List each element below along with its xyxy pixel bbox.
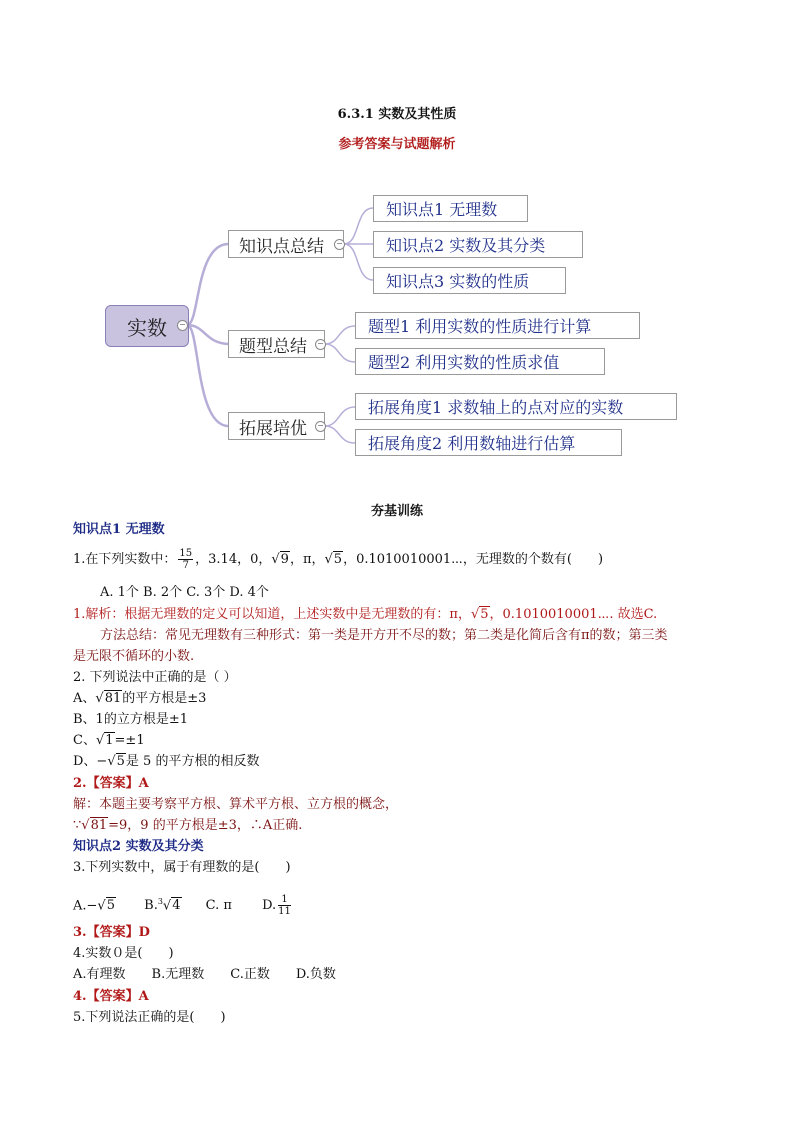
page-title: 6.3.1 实数及其性质: [337, 107, 457, 122]
question-4-options: A.有理数 B.无理数 C.正数 D.负数: [73, 967, 336, 982]
question-2-option-a: A、√81的平方根是±3: [73, 691, 207, 706]
question-4: 4.实数０是( ): [73, 946, 174, 961]
question-2-option-c: C、√1=±1: [73, 733, 145, 748]
method-summary-line-2: 是无限不循环的小数.: [73, 649, 195, 664]
question-2-option-b: B、1的立方根是±1: [73, 712, 188, 727]
knowledge-point-1-heading: 知识点1 无理数: [73, 522, 165, 537]
branch-knowledge-summary[interactable]: 知识点总结: [228, 230, 344, 258]
connector-b3-l2: [325, 426, 355, 443]
mind-map: [0, 180, 794, 470]
answer-2-explanation-1: 解：本题主要考察平方根、算术平方根、立方根的概念，: [73, 797, 399, 812]
branch-extension[interactable]: 拓展培优: [228, 412, 325, 440]
branch-question-types[interactable]: 题型总结: [228, 330, 325, 358]
answer-1: 1.解析：根据无理数的定义可以知道，上述实数中是无理数的有：π，√5，0.1010010001⋯. 故选C.: [73, 607, 658, 622]
section-title: 夯基训练: [370, 504, 423, 519]
collapse-icon[interactable]: −: [334, 239, 345, 250]
question-3-options: A.−√5 B.$^3$√4 C. π D. $\frac{1}{11}$: [73, 894, 291, 918]
leaf-knowledge-3[interactable]: 知识点3 实数的性质: [373, 267, 566, 294]
connector-b2-l2: [325, 344, 355, 362]
knowledge-point-2-heading: 知识点2 实数及其分类: [73, 839, 204, 854]
answer-2-explanation-2: ∵√81=9，9 的平方根是±3，∴A正确.: [73, 818, 303, 833]
question-1: 1.在下列实数中： $\frac{15}{7}$ ，3.14，0，√9，π，√5，0.1010010001⋯，无理数的个数有( ): [73, 548, 604, 571]
connector-b1-l3: [344, 244, 373, 280]
answer-3: 3.【答案】D: [73, 925, 150, 940]
leaf-type-2[interactable]: 题型2 利用实数的性质求值: [355, 348, 605, 375]
method-summary-line-1: 方法总结：常见无理数有三种形式：第一类是开方开不尽的数；第二类是化简后含有π的数；第三类: [100, 628, 668, 643]
question-5: 5.下列说法正确的是( ): [73, 1010, 226, 1025]
question-2-option-d: D、−√5是 5 的平方根的相反数: [73, 754, 260, 769]
leaf-knowledge-2[interactable]: 知识点2 实数及其分类: [373, 231, 583, 258]
connector-root-branch3: [187, 325, 228, 426]
fraction: $\frac{15}{7}$: [179, 548, 193, 571]
fraction: $\frac{1}{11}$: [278, 894, 291, 918]
answer-4: 4.【答案】A: [73, 989, 149, 1004]
leaf-knowledge-1[interactable]: 知识点1 无理数: [373, 195, 528, 222]
leaf-extension-1[interactable]: 拓展角度1 求数轴上的点对应的实数: [355, 393, 677, 420]
collapse-icon[interactable]: −: [315, 421, 326, 432]
question-1-options: A. 1个 B. 2个 C. 3个 D. 4个: [100, 585, 269, 600]
question-3: 3.下列实数中，属于有理数的是( ): [73, 860, 291, 875]
connector-root-branch1: [187, 244, 228, 325]
leaf-extension-2[interactable]: 拓展角度2 利用数轴进行估算: [355, 429, 622, 456]
mindmap-root-node[interactable]: 实数: [105, 305, 189, 347]
connector-b2-l1: [325, 326, 355, 344]
collapse-icon[interactable]: −: [315, 339, 326, 350]
connector-b1-l1: [344, 208, 373, 244]
answer-2: 2.【答案】A: [73, 776, 149, 791]
question-2: 2. 下列说法中正确的是（ ）: [73, 670, 237, 685]
leaf-type-1[interactable]: 题型1 利用实数的性质进行计算: [355, 312, 640, 339]
connector-b3-l1: [325, 407, 355, 426]
collapse-icon[interactable]: −: [177, 320, 188, 331]
page-subtitle: 参考答案与试题解析: [338, 137, 456, 152]
